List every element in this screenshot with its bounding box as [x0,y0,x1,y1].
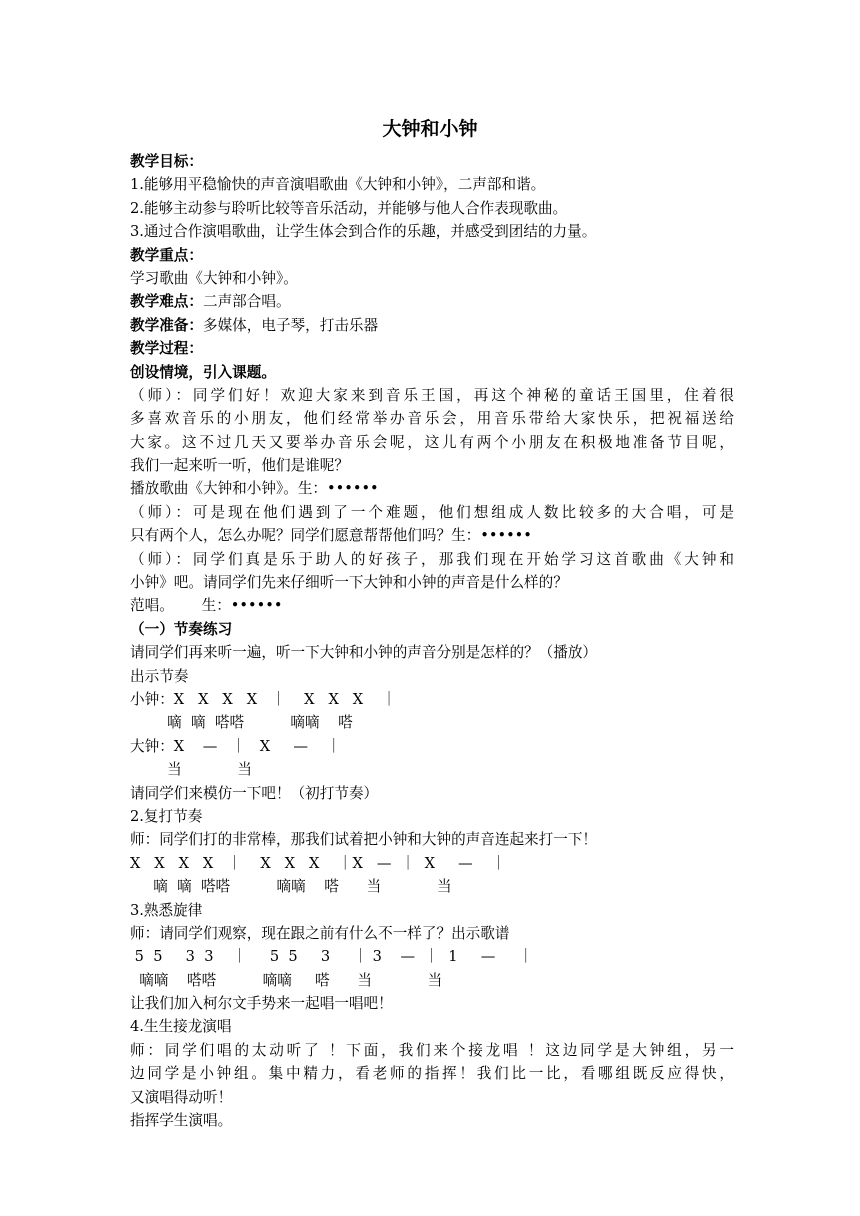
text-line [130,477,734,500]
line-text: 3.熟悉旋律 [130,901,203,919]
text-line [130,782,734,805]
line-text: 范唱。 生：•••••• [130,597,283,615]
text-line [130,1015,734,1038]
section-label: 教学难点： [130,293,203,311]
line-text: 嘀嘀 嗒嗒 嘀嘀 嗒 当 当 [130,971,443,989]
line-text: 指挥学生演唱。 [130,1112,233,1130]
text-line [130,314,734,337]
line-text: 让我们加入柯尔文手势来一起唱一唱吧！ [130,995,393,1013]
line-text: 嘀 嘀 嗒嗒 嘀嘀 嗒 当 当 [130,878,452,896]
line-text: 大家。这不过几天又要举办音乐会呢，这儿有两个小朋友在积极地准备节目呢， [130,433,734,451]
line-text: 嘀 嘀 嗒嗒 嘀嘀 嗒 [130,714,353,732]
document-title: 大钟和小钟 [382,118,478,140]
text-line [130,922,734,945]
line-text: 边同学是小钟组。集中精力，看老师的指挥！我们比一比，看哪组既反应得快， [130,1065,734,1083]
text-line [130,852,734,875]
text-line [130,758,734,781]
section-heading: 教学重点： [130,246,203,264]
text-line [130,1109,734,1132]
text-line [130,735,734,758]
text-line [130,337,734,360]
line-text: 4.生生接龙演唱 [130,1018,232,1036]
line-text: 2.复打节奏 [130,807,203,825]
line-text: 又演唱得动听！ [130,1088,233,1106]
text-line [130,1039,734,1062]
section-heading: 创设情境，引入课题。 [130,363,276,381]
line-text: 大钟：X — ｜ X — ｜ [130,737,342,755]
line-text: 只有两个人，怎么办呢？同学们愿意帮帮他们吗？生：•••••• [130,527,532,545]
line-text: 二声部合唱。 [202,293,291,311]
line-text: 2.能够主动参与聆听比较等音乐活动，并能够与他人合作表现歌曲。 [130,199,568,217]
text-line [130,501,734,524]
line-text: 出示节奏 [130,667,189,685]
text-line [130,1062,734,1085]
text-line [130,431,734,454]
line-text: 师：请同学们观察，现在跟之前有什么不一样了？出示歌谱 [130,924,510,942]
line-text: 3.通过合作演唱歌曲，让学生体会到合作的乐趣，并感受到团结的力量。 [130,223,597,241]
text-line [130,594,734,617]
text-line [130,899,734,922]
section-heading: 教学目标： [130,153,203,170]
text-line [130,197,734,220]
section-heading: 教学过程： [130,340,203,358]
line-text: 播放歌曲《大钟和小钟》。生：•••••• [130,480,379,498]
text-line [130,267,734,290]
text-line [130,244,734,267]
document-body [130,150,734,1132]
line-text: 1.能够用平稳愉快的声音演唱歌曲《大钟和小钟》，二声部和谐。 [130,176,546,194]
text-line [130,454,734,477]
line-text: 请同学们来模仿一下吧！（初打节奏） [130,784,379,802]
text-line [130,407,734,430]
text-line [130,828,734,851]
text-line [130,571,734,594]
line-text: X X X X ｜ X X X ｜X — ｜ X — ｜ [130,854,506,872]
text-line [130,1086,734,1109]
line-text: 请同学们再来听一遍，听一下大钟和小钟的声音分别是怎样的？（播放） [130,644,598,662]
line-text: 我们一起来听一听，他们是谁呢？ [130,457,349,475]
text-line [130,665,734,688]
line-text: 师：同学们打的非常棒，那我们试着把小钟和大钟的声音连起来打一下！ [130,831,598,849]
section-label: 教学准备： [130,316,203,334]
text-line [130,220,734,243]
text-line [130,173,734,196]
line-text: （师）：同学们真是乐于助人的好孩子，那我们现在开始学习这首歌曲《大钟和 [130,550,734,568]
text-line [130,945,734,968]
text-line [130,384,734,407]
text-line [130,875,734,898]
text-line [130,361,734,384]
text-line [130,150,734,173]
line-text: 当 当 [130,761,252,779]
text-line [130,524,734,547]
line-text: （师）：同学们好！欢迎大家来到音乐王国，再这个神秘的童话王国里，住着很 [130,386,734,404]
line-text: （师）：可是现在他们遇到了一个难题，他们想组成人数比较多的大合唱，可是 [130,503,734,521]
text-line [130,641,734,664]
text-line [130,548,734,571]
text-line [130,618,734,641]
text-line [130,711,734,734]
line-text: 小钟：X X X X ｜ X X X ｜ [130,690,397,708]
line-text: 多喜欢音乐的小朋友，他们经常举办音乐会，用音乐带给大家快乐，把祝福送给 [130,410,734,428]
line-text: 小钟》吧。请同学们先来仔细听一下大钟和小钟的声音是什么样的？ [130,574,568,592]
text-line [130,805,734,828]
section-heading: （一）节奏练习 [130,620,233,638]
line-text: 5 5 3 3 ｜ 5 5 3 ｜ 3 — ｜ 1 — ｜ [130,948,534,966]
text-line [130,992,734,1015]
line-text: 多媒体，电子琴，打击乐器 [202,316,379,334]
text-line [130,969,734,992]
line-text: 学习歌曲《大钟和小钟》。 [130,269,298,287]
text-line [130,290,734,313]
text-line [130,688,734,711]
line-text: 师：同学们唱的太动听了 ！下面，我们来个接龙唱 ！这边同学是大钟组，另一 [130,1041,734,1059]
